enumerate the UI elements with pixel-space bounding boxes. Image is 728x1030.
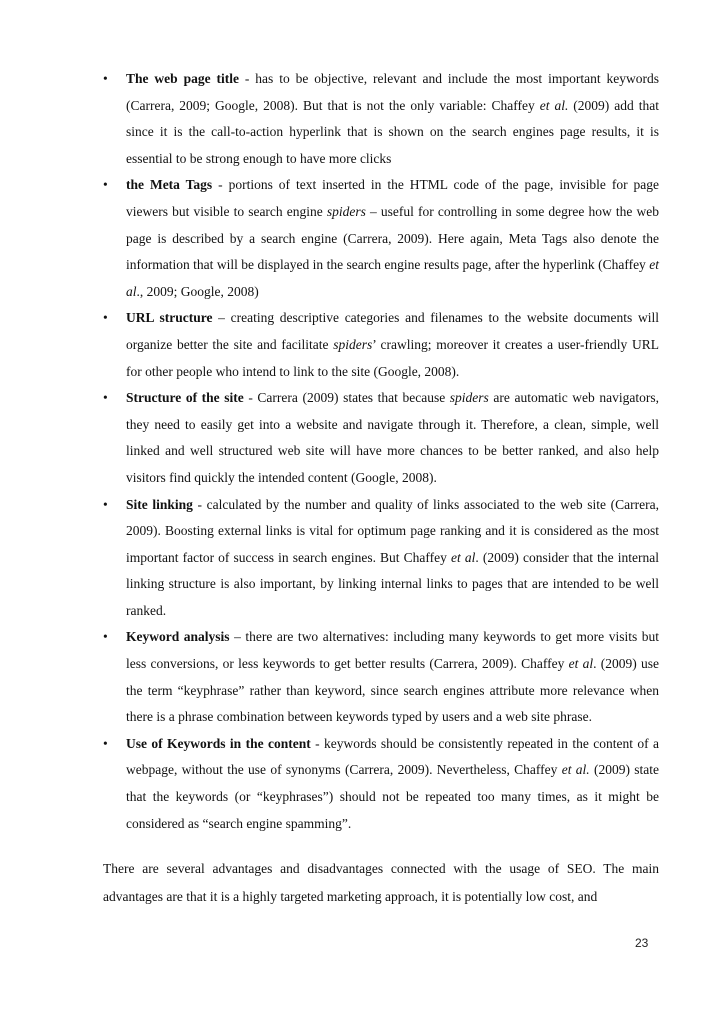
bullet-icon: • <box>103 310 108 326</box>
item-emphasis: et al <box>451 549 476 565</box>
bullet-icon: • <box>103 390 108 406</box>
bullet-icon: • <box>103 71 108 86</box>
item-text: (2009) state that the keywords (or “keyphrases”) should not be repeated too many times, as it might be considered as “search engine spamming”. <box>126 762 660 831</box>
item-text: . (2009) use the term “keyphrase” rather than keyword, since search engines attribute more relevance when there is a phrase combination between keywords typed by users and a web site phrase. <box>126 656 660 725</box>
item-text: . (2009) consider that the internal linking structure is also important, by linking internal links to pages that are intended to be well ranked. <box>126 549 659 618</box>
item-term: Site linking <box>126 496 193 512</box>
bullet-icon: • <box>103 496 108 512</box>
item-emphasis: et al. <box>539 97 569 113</box>
item-emphasis: et al. <box>561 762 590 778</box>
item-text: (2009) add that since it is the call-to-action hyperlink that is shown on the search engines page results, it is essential to be strong enough to have more clicks <box>126 97 659 166</box>
bullet-icon: • <box>103 735 108 751</box>
item-text: - calculated by the number and quality of links associated to the web site (Carrera, 2009). Boosting external links is vital for optimum page ranking and it is considered as the most important factor of success in search engines. But Chaffey <box>126 496 659 565</box>
seo-factors-list <box>103 66 659 837</box>
list-item <box>103 731 659 837</box>
item-text: - has to be objective, relevant and include the most important keywords (Carrera, 2009; Google, 2008). But that is not the only variable: Chaffey <box>126 71 659 113</box>
body-paragraph: There are several advantages and disadvantages connected with the usage of SEO. The main advantages are that it is a highly targeted marketing approach, it is potentially low cost, and <box>103 861 659 904</box>
item-text: - portions of text inserted in the HTML code of the page, invisible for page viewers but visible to search engine <box>126 177 660 219</box>
item-text: – useful for controlling in some degree how the web page is described by a search engine (Carrera, 2009). Here again, Meta Tags also denote the information that will be displayed in the search engine results page, after the hyperlink (Chaffey <box>126 203 659 273</box>
item-text: are automatic web navigators, they need to easily get into a website and navigate through it. Therefore, a clean, simple, well linked and well structured web site will have more chances to be better ranked, and also help visitors find quickly the intended content (Google, 2008). <box>126 390 659 485</box>
item-term: URL structure <box>126 310 213 326</box>
item-emphasis: spiders <box>326 203 366 219</box>
item-term: the Meta Tags <box>126 177 213 193</box>
list-item <box>103 305 659 385</box>
item-text: ., 2009; Google, 2008) <box>136 283 259 299</box>
item-text: - Carrera (2009) states that because <box>243 390 450 406</box>
page-number: 23 <box>635 936 649 950</box>
list-item <box>103 66 659 172</box>
item-term: The web page title <box>126 71 239 86</box>
item-text: - keywords should be consistently repeated in the content of a webpage, without the use of synonyms (Carrera, 2009). Nevertheless, Chaffey <box>126 735 659 778</box>
item-emphasis: spiders <box>449 390 489 406</box>
list-item <box>103 172 659 305</box>
bullet-icon: • <box>103 177 108 193</box>
item-emphasis: et al <box>126 257 659 299</box>
item-term: Keyword analysis <box>126 629 230 645</box>
bullet-icon: • <box>103 629 108 645</box>
item-text: – creating descriptive categories and filenames to the website documents will organize better the site and facilitate <box>126 310 659 352</box>
item-term: Use of Keywords in the content <box>126 735 311 751</box>
list-item <box>103 492 659 625</box>
item-emphasis: spiders <box>333 336 373 352</box>
item-text: – there are two alternatives: including many keywords to get more visits but less conversions, or less keywords to get better results (Carrera, 2009). Chaffey <box>126 629 659 672</box>
item-text: ’ crawling; moreover it creates a user-friendly URL for other people who intend to link to the site (Google, 2008). <box>126 336 659 379</box>
list-item <box>103 385 659 491</box>
item-emphasis: et al <box>568 656 594 672</box>
item-term: Structure of the site <box>126 390 244 406</box>
list-item <box>103 624 659 730</box>
